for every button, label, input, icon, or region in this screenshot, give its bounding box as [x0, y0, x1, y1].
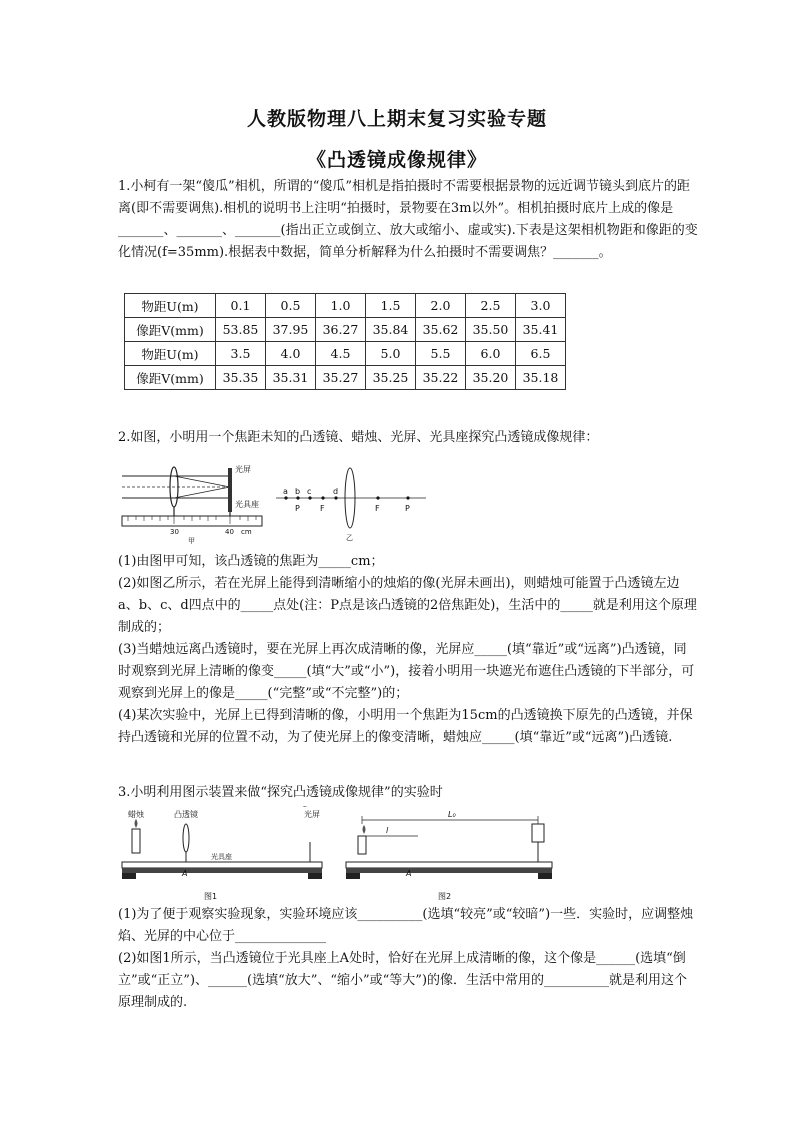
table-cell: 35.18 [516, 366, 566, 390]
point-a-2: A [406, 869, 412, 878]
q1-table [124, 293, 566, 390]
q3-intro [118, 782, 698, 804]
table-cell: 35.20 [466, 366, 516, 390]
q1-text [118, 176, 698, 264]
table-row-header: 物距U(m) [125, 342, 216, 366]
optical-bench-1 [122, 862, 322, 868]
point-f-left: F [320, 504, 325, 513]
table-cell: 35.31 [266, 366, 316, 390]
lens-1 [183, 824, 189, 852]
bench-foot-left-1 [122, 873, 136, 879]
table-cell: 4.0 [266, 342, 316, 366]
q2-intro-text: 2.如图，小明用一个焦距未知的凸透镜、蜡烛、光屏、光具座探究凸透镜成像规律： [118, 430, 599, 445]
q2-items [118, 551, 698, 749]
table-cell: 4.5 [316, 342, 366, 366]
table-cell: 35.62 [416, 318, 466, 342]
table-cell: 2.0 [416, 294, 466, 318]
fig1-caption: 图1 [204, 892, 218, 901]
q3-figure-2 [346, 810, 552, 901]
q2-intro [118, 427, 698, 449]
table-row [125, 366, 566, 390]
point-f-right: F [375, 504, 380, 513]
ruler-ticks [128, 516, 256, 524]
table-row-header: 像距V(mm) [125, 318, 216, 342]
point-c: c [307, 487, 312, 496]
tick-30: 30 [170, 528, 179, 536]
q2-figure-right [276, 468, 426, 542]
table-cell: 36.27 [316, 318, 366, 342]
point-p-left: P [295, 504, 300, 513]
table-cell: 0.1 [216, 294, 266, 318]
table-cell: 2.5 [466, 294, 516, 318]
q2-item-2: (2)如图乙所示，若在光屏上能得到清晰缩小的烛焰的像(光屏未画出)，则蜡烛可能置于凸透镜左边a、b、c、d四点中的_____点处(注：P点是该凸透镜的2倍焦距处)，生活中的_____就是利用这个原理制成的； [118, 576, 697, 635]
refracted-ray-top [174, 476, 230, 487]
page-title: 人教版物理八上期末复习实验专题 [246, 108, 547, 130]
flame-icon [135, 819, 138, 828]
q2-item-4: (4)某次实验中，光屏上已得到清晰的像，小明用一个焦距为15cm的凸透镜换下原先的凸透镜，并保持凸透镜和光屏的位置不动，为了使光屏上的像变清晰，蜡烛应_____(填“靠近”或“远离”)凸透镜. [118, 708, 693, 745]
candle-label: 蜡烛 [128, 810, 144, 819]
fig2-caption: 图2 [438, 892, 452, 901]
bench-foot-right-2 [538, 873, 552, 879]
bench-base-1 [122, 868, 322, 873]
q2-item-3: (3)当蜡烛远离凸透镜时，要在光屏上再次成清晰的像，光屏应_____(填“靠近”或“远离”)凸透镜，同时观察到光屏上清晰的像变_____(填“大”或“小”)，接着小明用一块遮光布遮住凸透镜的下半部分，可观察到光屏上的像是_____(“完整”或“不完整”)的； [118, 642, 695, 701]
table-cell: 5.0 [366, 342, 416, 366]
point-p-right: P [405, 504, 410, 513]
point-a: a [283, 487, 288, 496]
candle-2 [358, 836, 366, 854]
point-b: b [295, 487, 301, 496]
screen-2 [532, 824, 544, 842]
q3-figure [118, 806, 558, 904]
refracted-ray-bottom [174, 487, 230, 498]
table-cell: 37.95 [266, 318, 316, 342]
q1-paragraph: 1.小柯有一架“傻瓜”相机，所谓的“傻瓜”相机是指拍摄时不需要根据景物的远近调节镜头到底片的距离(即不需要调焦).相机的说明书上注明“拍摄时，景物要在3m以外”。相机拍摄时底片上成的像是_______、_______、_______(指出正立或倒立、放大或缩小、虚或实).下表是这架相机物距和像距的变化情况(f=35mm).根据表中数据，简单分析解释为什么拍摄时不需要调焦？_______。 [118, 179, 698, 260]
table-cell: 0.5 [266, 294, 316, 318]
table-row [125, 318, 566, 342]
q3-intro-text: 3.小明利用图示装置来做“探究凸透镜成像规律”的实验时 [118, 785, 443, 800]
screen [228, 468, 232, 512]
table-cell: 1.0 [316, 294, 366, 318]
q2-figure [118, 458, 428, 544]
table-cell: 6.0 [466, 342, 516, 366]
bench-foot-right-1 [308, 873, 322, 879]
q3-item-1: (1)为了便于观察实验现象，实验环境应该__________(选填“较亮”或“较暗”)一些．实验时，应调整烛焰、光屏的中心位于______________ [118, 907, 694, 944]
table-cell: 35.22 [416, 366, 466, 390]
page-subtitle: 《凸透镜成像规律》 [306, 149, 487, 171]
tick-40: 40 [225, 528, 234, 536]
table-cell: 53.85 [216, 318, 266, 342]
candle-1 [132, 829, 140, 853]
table-cell: 3.0 [516, 294, 566, 318]
screen-label-1: 光屏 [304, 810, 320, 819]
table-cell: 3.5 [216, 342, 266, 366]
l0-label: L₀ [448, 810, 456, 819]
optical-bench-2 [346, 862, 552, 868]
table-row [125, 294, 566, 318]
table-cell: 35.50 [466, 318, 516, 342]
bench-label: 光具座 [235, 500, 259, 509]
bench-base-2 [346, 868, 552, 873]
table-cell: 1.5 [366, 294, 416, 318]
lens-label: 凸透镜 [174, 810, 198, 819]
q2-item-1: (1)由图甲可知，该凸透镜的焦距为_____cm； [118, 554, 384, 569]
point-d: d [333, 487, 339, 496]
table-cell: 6.5 [516, 342, 566, 366]
flame-icon-2 [363, 825, 366, 834]
unit-cm: cm [241, 528, 252, 536]
q2-figure-left [122, 464, 262, 544]
table-cell: 5.5 [416, 342, 466, 366]
screen-label: 光屏 [235, 465, 251, 474]
table-cell: 35.35 [216, 366, 266, 390]
bench-foot-left-2 [346, 873, 360, 879]
caption-left: 甲 [188, 537, 195, 544]
table-row-header: 像距V(mm) [125, 366, 216, 390]
table-cell: 35.25 [366, 366, 416, 390]
table-row-header: 物距U(m) [125, 294, 216, 318]
q3-items [118, 904, 698, 1014]
caption-right: 乙 [346, 534, 353, 542]
point-a-1: A [182, 869, 188, 878]
table-cell: 35.84 [366, 318, 416, 342]
l-label: l [386, 826, 389, 835]
q3-figure-1 [122, 806, 322, 901]
table-row [125, 342, 566, 366]
bench-label-1: 光具座 [211, 853, 232, 861]
table-cell: 35.41 [516, 318, 566, 342]
table-cell: 35.27 [316, 366, 366, 390]
q3-item-2: (2)如图1所示，当凸透镜位于光具座上A处时，恰好在光屏上成清晰的像，这个像是______(选填“倒立”或“正立”)、______(选填“放大”、“缩小”或“等大”)的像．生活中常用的__________就是利用这个原理制成的. [118, 951, 688, 1010]
